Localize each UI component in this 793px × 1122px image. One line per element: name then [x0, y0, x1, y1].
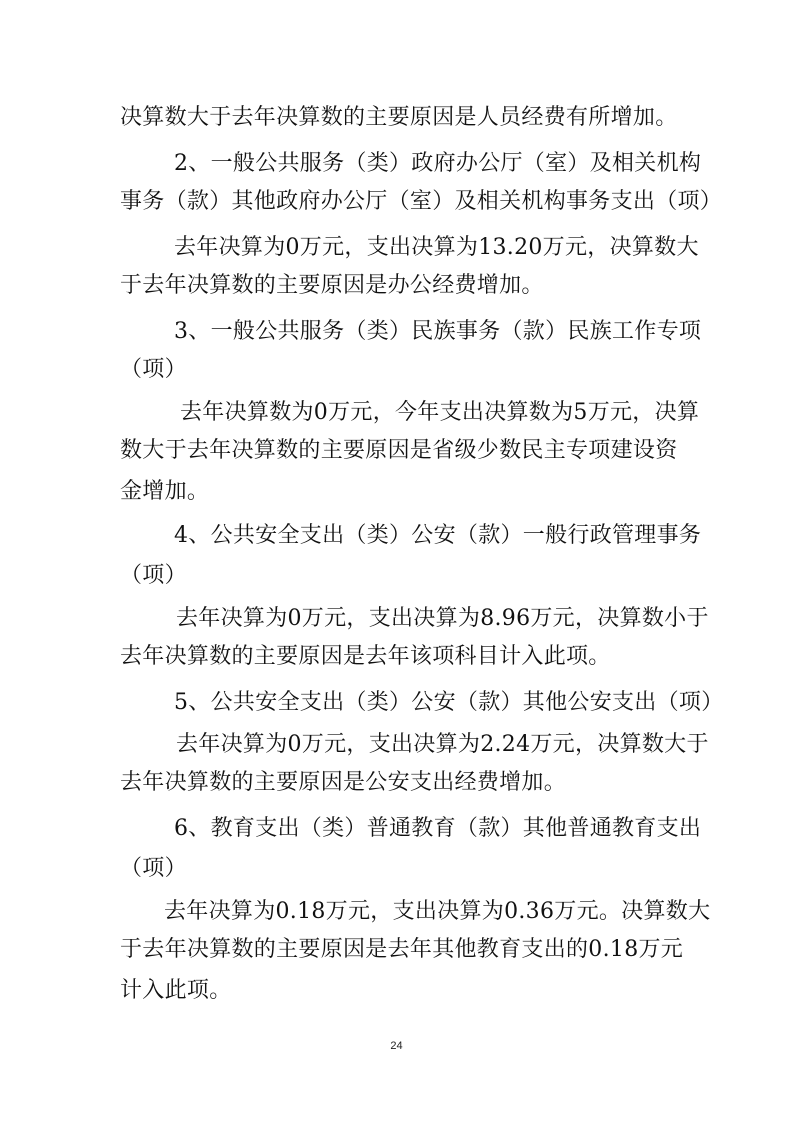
page-number: 24	[390, 1040, 403, 1052]
section-heading-line: 4、公共安全支出（类）公安（款）一般行政管理事务	[174, 523, 702, 548]
paragraph-line: 去年决算为0万元，支出决算为2.24万元，决算数大于	[176, 732, 709, 757]
section-heading-line: 5、公共安全支出（类）公安（款）其他公安支出（项）	[174, 690, 724, 715]
section-heading-line: （项）	[120, 357, 187, 382]
paragraph-line: 去年决算数为0万元，今年支出决算数为5万元，决算	[180, 400, 700, 425]
paragraph-line: 计入此项。	[120, 978, 232, 1003]
paragraph-line: 去年决算为0.18万元，支出决算为0.36万元。决算数大	[164, 899, 711, 924]
paragraph-line: 金增加。	[120, 479, 210, 504]
section-heading-line: （项）	[120, 563, 187, 588]
section-heading-line: 6、教育支出（类）普通教育（款）其他普通教育支出	[174, 816, 702, 841]
section-heading-line: 3、一般公共服务（类）民族事务（款）民族工作专项	[174, 319, 702, 344]
paragraph-line: 于去年决算数的主要原因是办公经费增加。	[120, 273, 544, 298]
paragraph-line: 去年决算数的主要原因是公安支出经费增加。	[120, 770, 567, 795]
paragraph-line: 去年决算为0万元，支出决算为13.20万元，决算数大	[174, 235, 699, 260]
paragraph-line: 去年决算数的主要原因是去年该项科目计入此项。	[120, 644, 611, 669]
section-heading-line: 事务（款）其他政府办公厅（室）及相关机构事务支出（项）	[120, 189, 723, 214]
paragraph-line: 决算数大于去年决算数的主要原因是人员经费有所增加。	[120, 105, 678, 130]
section-heading-line: 2、一般公共服务（类）政府办公厅（室）及相关机构	[174, 151, 702, 176]
paragraph-line: 去年决算为0万元，支出决算为8.96万元，决算数小于	[176, 606, 709, 631]
paragraph-line: 数大于去年决算数的主要原因是省级少数民主专项建设资	[120, 438, 678, 463]
paragraph-line: 于去年决算数的主要原因是去年其他教育支出的0.18万元	[120, 937, 684, 962]
section-heading-line: （项）	[120, 856, 187, 881]
